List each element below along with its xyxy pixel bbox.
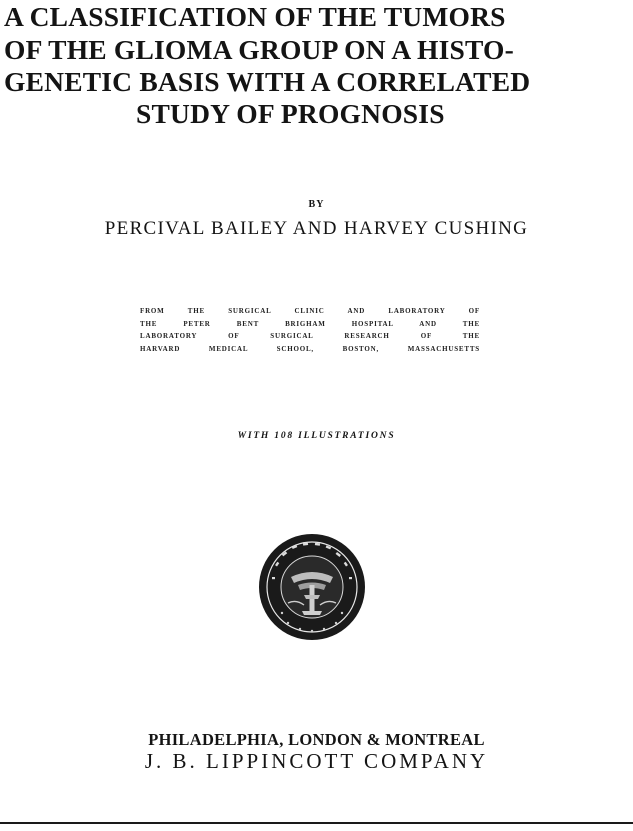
publisher-name: J. B. LIPPINCOTT COMPANY (144, 749, 489, 773)
illustrations-note: WITH 108 ILLUSTRATIONS (237, 431, 396, 441)
affiliation-line: HARVARD MEDICAL SCHOOL, BOSTON, MASSACHUSETTS (140, 344, 480, 353)
book-title-line-3: GENETIC BASIS WITH A CORRELATED (4, 66, 531, 97)
bottom-rule (0, 822, 633, 824)
authors: PERCIVAL BAILEY AND HARVEY CUSHING (104, 218, 529, 239)
book-title-line-1: A CLASSIFICATION OF THE TUMORS (4, 1, 506, 32)
affiliation-line: THE PETER BENT BRIGHAM HOSPITAL AND THE (140, 319, 480, 328)
book-title-line-2: OF THE GLIOMA GROUP ON A HISTO- (4, 34, 514, 65)
imprint-cities: PHILADELPHIA, LONDON & MONTREAL (148, 730, 485, 749)
book-title-line-4: STUDY OF PROGNOSIS (136, 98, 445, 129)
by-label: BY (308, 199, 325, 210)
affiliation-line: LABORATORY OF SURGICAL RESEARCH OF THE (140, 332, 480, 341)
publisher-seal-icon (258, 533, 366, 641)
affiliation-line: FROM THE SURGICAL CLINIC AND LABORATORY OF (140, 307, 480, 315)
affiliation-block (140, 305, 480, 355)
